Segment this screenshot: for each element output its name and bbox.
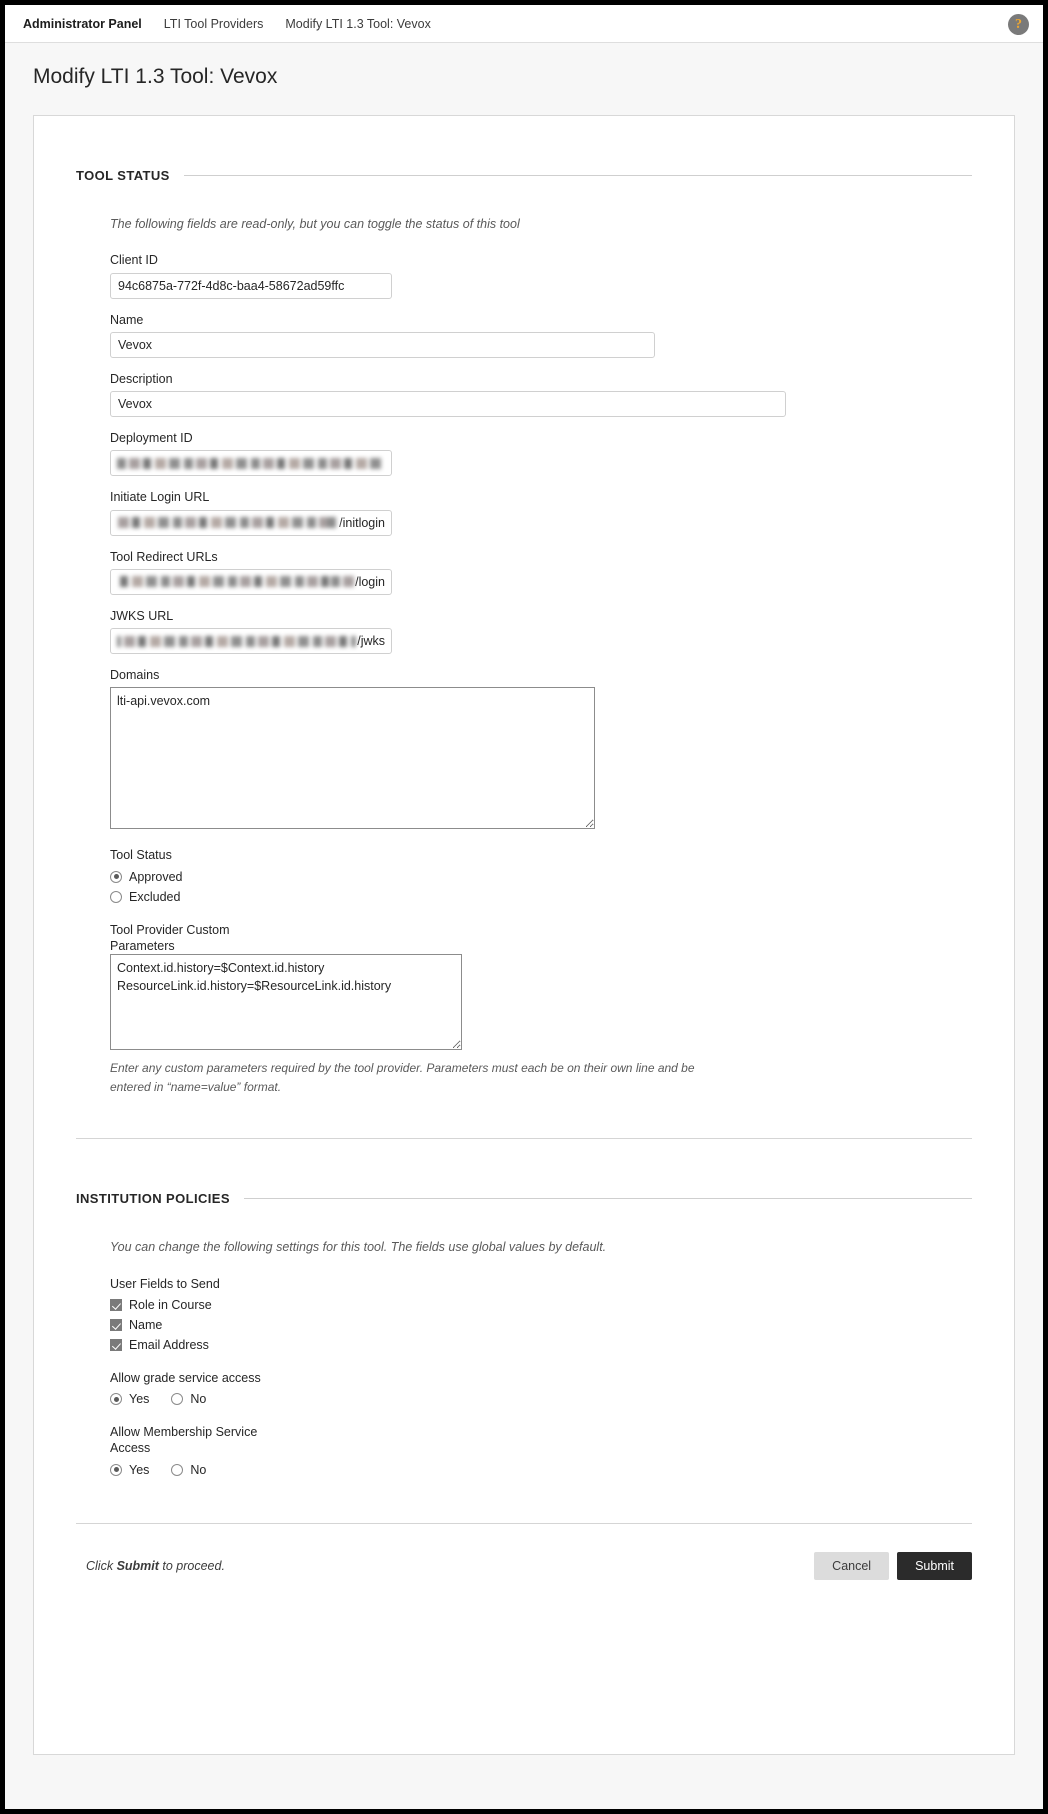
grade-service-option-no[interactable] [171,1392,206,1406]
name-input[interactable] [110,332,655,358]
page-title-band [5,43,1043,115]
field-name [110,312,970,358]
footer-buttons [814,1552,972,1580]
footer-note-bold: Submit [116,1558,159,1573]
form-footer [58,1524,990,1580]
tool-status-option-excluded[interactable] [110,890,180,904]
footer-note [86,1559,225,1573]
tool-status-option-approved-label: Approved [129,869,183,884]
institution-policies-hint: You can change the following settings for this tool. The fields use global values by default. [110,1240,607,1255]
radio-icon[interactable] [110,1393,122,1405]
checkbox-email-address-label: Email Address [129,1337,209,1352]
label-domains: Domains [110,668,160,683]
field-jwks-url [110,608,970,654]
domains-textarea[interactable] [110,687,595,829]
submit-button[interactable]: Submit [897,1552,972,1580]
section-body-tool-status [58,215,990,1096]
grade-service-option-yes[interactable] [110,1392,149,1406]
label-deployment-id: Deployment ID [110,431,193,446]
tool-status-option-approved[interactable] [110,870,183,884]
tool-redirect-urls-input[interactable] [110,569,392,595]
tool-redirect-urls-suffix: /login [355,574,385,589]
page-title: Modify LTI 1.3 Tool: Vevox [33,65,278,88]
section-body-institution-policies [58,1238,990,1476]
label-user-fields-to-send: User Fields to Send [110,1276,220,1291]
redacted-value [117,517,338,528]
grade-service-option-no-label: No [190,1392,207,1407]
footer-note-suffix: to proceed. [158,1558,225,1573]
checkbox-icon[interactable] [110,1339,122,1351]
section-header-tool-status [76,116,972,183]
label-initiate-login-url: Initiate Login URL [110,490,210,505]
client-id-input[interactable] [110,273,392,299]
checkbox-role-in-course-label: Role in Course [129,1297,212,1312]
checkbox-icon[interactable] [110,1319,122,1331]
radio-icon[interactable] [110,891,122,903]
membership-service-option-yes-label: Yes [129,1462,150,1477]
label-membership-line2: Access [110,1441,151,1456]
checkbox-role-in-course[interactable] [110,1298,970,1312]
label-name: Name [110,312,144,327]
custom-parameters-note: Enter any custom parameters required by the tool provider. Parameters must each be on their own line and be entered in “name=value” format. [110,1061,695,1094]
checkbox-name[interactable] [110,1318,970,1332]
tool-status-option-excluded-row [110,890,970,904]
breadcrumb-item-lti-tool-providers[interactable]: LTI Tool Providers [163,16,264,31]
description-input[interactable] [110,391,786,417]
label-client-id: Client ID [110,253,158,268]
field-client-id [110,252,970,298]
membership-service-options [110,1463,970,1477]
tool-status-option-approved-row [110,870,970,884]
label-tool-redirect-urls: Tool Redirect URLs [110,549,218,564]
initiate-login-url-suffix: /initlogin [339,515,385,530]
label-jwks-url: JWKS URL [110,608,174,623]
section-title-institution-policies: INSTITUTION POLICIES [76,1191,230,1207]
radio-icon[interactable] [110,1464,122,1476]
redacted-value [117,458,384,469]
membership-service-option-no[interactable] [171,1463,206,1477]
tool-status-hint: The following fields are read-only, but you can toggle the status of this tool [110,217,520,231]
checkbox-name-label: Name [129,1317,163,1332]
radio-icon[interactable] [171,1464,183,1476]
radio-icon[interactable] [171,1393,183,1405]
label-tool-status-group: Tool Status [110,848,172,863]
label-membership-line1: Allow Membership Service [110,1425,258,1440]
label-custom-parameters-line1: Tool Provider Custom [110,922,230,937]
field-deployment-id [110,430,970,476]
label-description: Description [110,371,173,386]
checkbox-email-address[interactable] [110,1338,970,1352]
breadcrumb-item-administrator-panel[interactable]: Administrator Panel [23,16,142,31]
section-header-institution-policies [76,1139,972,1206]
breadcrumb [5,5,1043,43]
field-description [110,371,970,417]
jwks-url-input[interactable] [110,628,392,654]
deployment-id-input[interactable] [110,450,392,476]
membership-service-option-yes[interactable] [110,1463,149,1477]
label-custom-parameters-line2: Parameters [110,938,175,953]
section-rule [244,1198,972,1199]
redacted-value [117,636,356,647]
label-allow-membership-service-access [110,1424,970,1457]
label-allow-grade-service-access: Allow grade service access [110,1370,261,1385]
grade-service-option-yes-label: Yes [129,1392,150,1407]
initiate-login-url-input[interactable] [110,510,392,536]
label-custom-parameters [110,922,970,955]
breadcrumb-item-current: Modify LTI 1.3 Tool: Vevox [285,16,431,31]
section-rule [184,175,972,176]
form-card [33,115,1015,1755]
grade-service-options [110,1392,970,1406]
section-title-tool-status: TOOL STATUS [76,168,170,183]
redacted-value [117,576,354,587]
custom-parameters-textarea[interactable] [110,954,462,1050]
field-tool-redirect-urls [110,549,970,595]
radio-icon[interactable] [110,871,122,883]
tool-status-option-excluded-label: Excluded [129,889,181,904]
checkbox-icon[interactable] [110,1299,122,1311]
footer-note-prefix: Click [86,1558,117,1573]
cancel-button[interactable]: Cancel [814,1552,889,1580]
field-domains [110,667,970,829]
membership-service-option-no-label: No [190,1462,207,1477]
field-initiate-login-url [110,489,970,535]
help-icon[interactable]: ? [1008,14,1029,35]
jwks-url-suffix: /jwks [357,634,385,649]
